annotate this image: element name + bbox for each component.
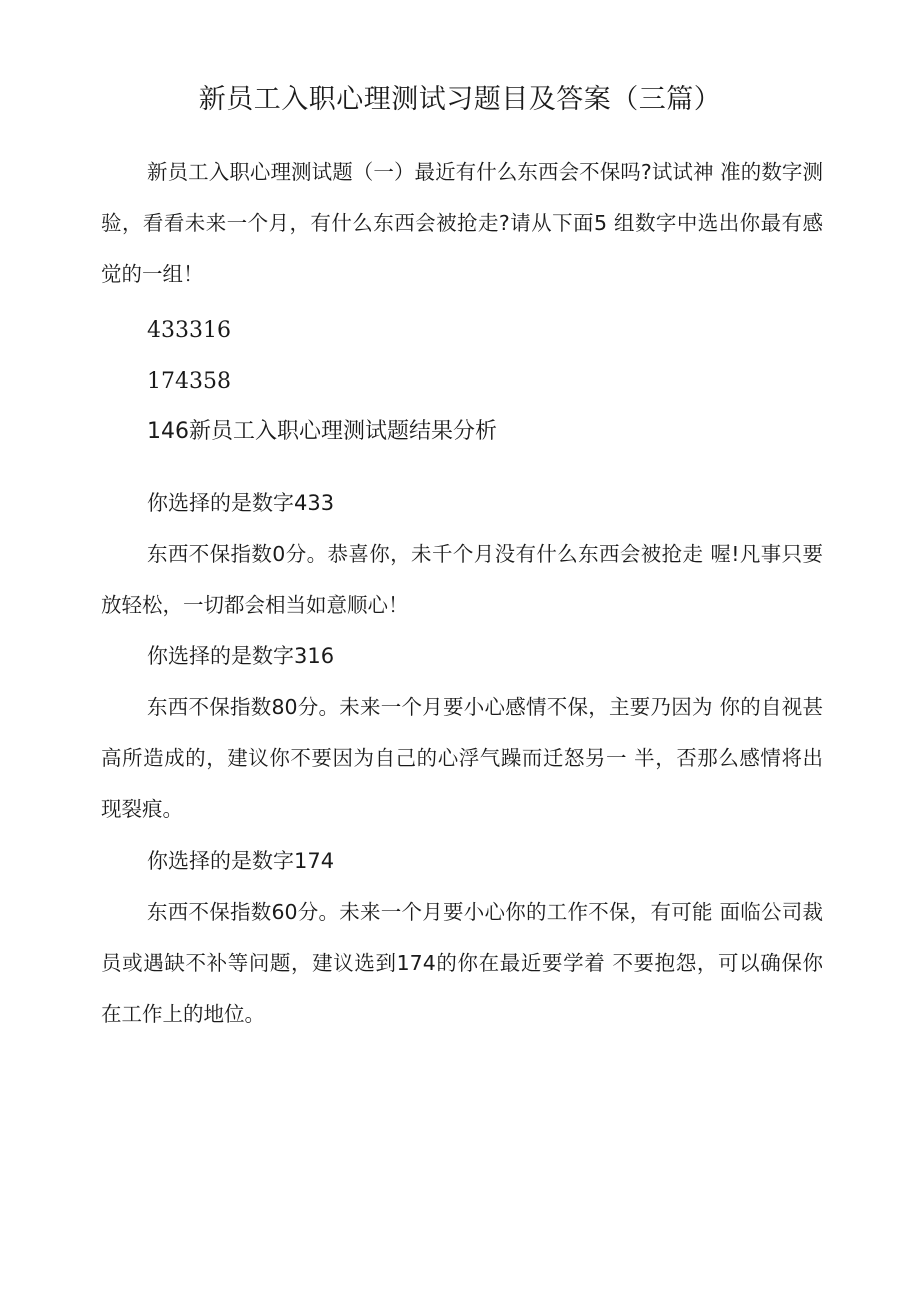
result-choice: 你选择的是数字433	[147, 491, 335, 515]
result-description: 东西不保指数60分。未来一个月要小心你的工作不保，有可能 面临公司裁员或遇缺不补等问题，建议选到174的你在最近要学着 不要抱怨，可以确保你在工作上的地位。	[101, 900, 823, 1026]
number-option: 433316	[147, 318, 231, 343]
intro-paragraph: 新员工入职心理测试题（一）最近有什么东西会不保吗?试试神 准的数字测验，看看未来一个月，有什么东西会被抢走?请从下面5 组数字中选出你最有感觉的一组！	[101, 160, 823, 286]
result-description: 东西不保指数0分。恭喜你，未千个月没有什么东西会被抢走 喔!凡事只要放轻松，一切都会相当如意顺心！	[101, 542, 823, 617]
result-choice: 你选择的是数字174	[147, 849, 335, 873]
document-title: 新员工入职心理测试习题目及答案（三篇）	[198, 84, 722, 115]
result-choice: 你选择的是数字316	[147, 644, 335, 668]
number-option: 174358	[147, 369, 231, 394]
result-description: 东西不保指数80分。未来一个月要小心感情不保，主要乃因为 你的自视甚高所造成的，建议你不要因为自己的心浮气躁而迁怒另一 半，否那么感情将出现裂痕。	[101, 695, 823, 821]
analysis-heading: 146新员工入职心理测试题结果分析	[147, 419, 497, 444]
